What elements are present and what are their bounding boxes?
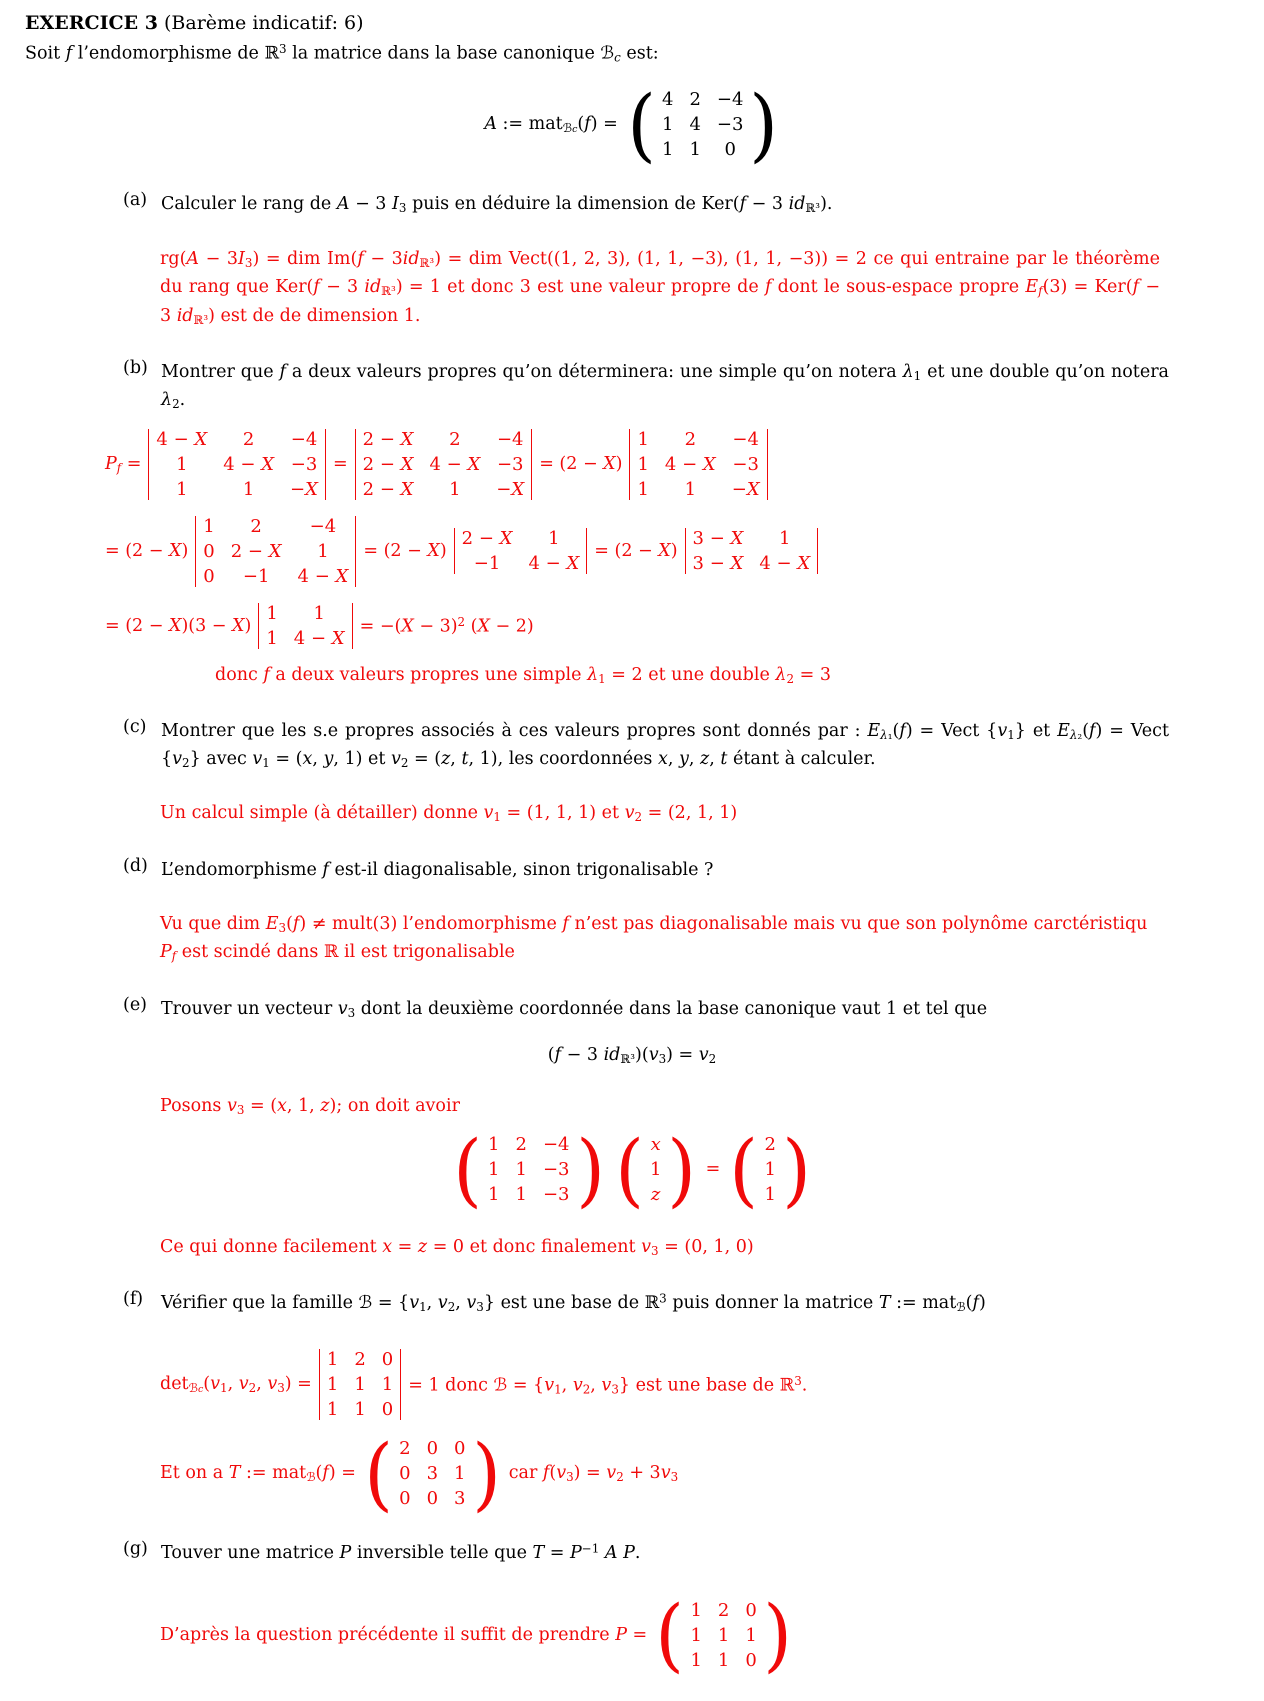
matrix-grid xyxy=(455,526,587,576)
matrix-grid xyxy=(686,526,818,576)
matrix-cell: 2 xyxy=(717,1599,730,1621)
determinant-4 xyxy=(195,514,356,589)
matrix-cell: 3 xyxy=(454,1488,466,1510)
matrix-cell: 1 xyxy=(266,602,278,624)
matrix-cell: −3 xyxy=(542,1183,570,1205)
item-a-question: Calculer le rang de A − 3 $I_3$ puis en déduire la dimension de Ker(f − 3 $id_{ℝ^3}$). xyxy=(161,194,833,216)
exercise-title xyxy=(25,12,1239,34)
pf-line-1 xyxy=(105,427,1239,502)
item-g-question: Touver une matrice P inversible telle que $T = P^{-1}$ A P. xyxy=(161,1541,641,1564)
matrix-A-lhs: A := mat$_{ℬc}$(f) = xyxy=(484,114,618,136)
matrix-P xyxy=(654,1588,793,1682)
pf-lhs: $P_f$ = xyxy=(105,453,142,475)
item-c-answer: Un calcul simple (à détailler) donne $v_1 = (1$, 1, 1) et $v_2 = (2$, 1, 1) xyxy=(160,803,738,825)
right-paren: ) xyxy=(575,1122,605,1216)
right-paren: ) xyxy=(667,1122,697,1216)
T-lhs: Et on a T := mat$_ℬ$(f) = xyxy=(160,1463,356,1485)
matrix-cell: 3 − X xyxy=(692,553,744,575)
item-f-det-line xyxy=(160,1347,1239,1422)
item-b-label: (b) xyxy=(123,357,148,378)
T-rhs: car $f(v_3) = v_2 + 3v_3$ xyxy=(508,1463,679,1485)
matrix-grid xyxy=(630,427,766,502)
matrix-cell: 2 − X xyxy=(461,528,513,550)
det-rhs: = 1 donc ℬ = {$v_1$, $v_2$, $v_3$} est une base de ℝ$^3$. xyxy=(408,1373,808,1396)
left-paren: ( xyxy=(729,1122,759,1216)
matrix-cell: 2 xyxy=(515,1133,527,1155)
matrix-cell: 1 xyxy=(764,1158,776,1180)
exercise-title-rest: (Barème indicatif: 6) xyxy=(157,12,364,34)
pf-result: = $-(X - 3)^2$ (X − 2) xyxy=(359,614,534,637)
matrix-cell: 1 xyxy=(381,1374,394,1396)
exercise-title-bold: EXERCICE 3 xyxy=(25,12,158,34)
matrix-cell: 1 xyxy=(515,1158,527,1180)
matrix-grid xyxy=(320,1347,400,1422)
item-f xyxy=(123,1289,1239,1317)
matrix-cell: 2 − X xyxy=(362,453,414,475)
matrix-cell: 4 − X xyxy=(664,453,716,475)
matrix-cell: −1 xyxy=(242,565,270,587)
matrix-cell: 1 xyxy=(488,1183,500,1205)
matrix-grid xyxy=(394,1436,470,1511)
item-e-matrix-equation xyxy=(25,1122,1239,1216)
matrix-cell: −4 xyxy=(732,428,759,450)
matrix-cell: 1 xyxy=(637,478,649,500)
determinant-2 xyxy=(355,427,533,502)
item-a-label: (a) xyxy=(123,190,148,211)
matrix-A-equation xyxy=(25,78,1239,172)
matrix-T xyxy=(363,1427,502,1520)
matrix-cell: 4 − X xyxy=(528,553,580,575)
matrix-cell: 4 − X xyxy=(297,565,349,587)
matrix-cell: 1 xyxy=(203,515,215,537)
matrix-cell: −3 xyxy=(542,1158,570,1180)
matrix-cell: 1 xyxy=(662,139,674,161)
item-f-question: Vérifier que la famille ℬ = {$v_1$, $v_2$, $v_3$} est une base de ℝ$^3$ puis donner la matrice T := mat$_ℬ$(f) xyxy=(161,1291,986,1314)
equals-sign: = xyxy=(705,1159,721,1180)
matrix-cell: 1 xyxy=(637,428,649,450)
matrix-cell: 1 xyxy=(176,478,188,500)
left-paren: ( xyxy=(453,1122,482,1216)
matrix-cell: 0 xyxy=(454,1438,466,1460)
matrix-cell: 2 xyxy=(689,89,701,111)
matrix-cell: 1 xyxy=(637,453,649,475)
matrix-cell: 0 xyxy=(745,1649,757,1671)
item-d xyxy=(123,856,1239,884)
matrix-grid xyxy=(259,601,351,651)
matrix-cell: 1 xyxy=(449,478,461,500)
matrix-cell: 4 − X xyxy=(759,553,811,575)
factor-2-minus-X: = (2 − X) xyxy=(539,454,623,475)
matrix-A xyxy=(626,78,780,172)
item-d-question: L’endomorphisme f est-il diagonalisable, sinon trigonalisable ? xyxy=(161,859,714,880)
matrix-cell: −4 xyxy=(716,89,744,111)
matrix-cell: 3 − X xyxy=(692,528,744,550)
determinant-1 xyxy=(148,427,326,502)
item-c xyxy=(123,717,1239,774)
matrix-cell: 1 xyxy=(717,1649,730,1671)
determinant-6 xyxy=(685,526,819,576)
determinant-7 xyxy=(258,601,352,651)
matrix-cell: 1 xyxy=(764,1183,776,1205)
matrix-grid xyxy=(149,427,325,502)
pf-line-3 xyxy=(105,601,1239,651)
right-paren: ) xyxy=(471,1427,501,1520)
matrix-cell: −X xyxy=(496,478,525,500)
det-bar xyxy=(586,528,587,574)
matrix-cell: z xyxy=(650,1183,661,1205)
determinant-basis xyxy=(319,1347,401,1422)
det-bar xyxy=(400,1349,401,1420)
matrix-cell: 0 xyxy=(381,1399,394,1421)
left-paren: ( xyxy=(614,1122,644,1216)
left-paren: ( xyxy=(627,78,656,172)
column-vector-rhs xyxy=(728,1122,812,1216)
matrix-M xyxy=(452,1122,606,1216)
item-e-label: (e) xyxy=(123,994,148,1015)
item-c-question: Montrer que les s.e propres associés à ces valeurs propres sont donnés par : $E_{\lambda_1}(f)$ = Vect $\{v_1\}$ et $E_{\lambda_2}(f)$ = Vect $\{v_2\}$ avec $v_1 = (x$, y, 1) et $v_2 = (z$, t, 1), les coordonnées x, y, z, t étant à calculer. xyxy=(161,720,1169,770)
matrix-grid xyxy=(356,427,532,502)
matrix-cell: 1 xyxy=(354,1399,366,1421)
matrix-cell: −3 xyxy=(732,453,759,475)
matrix-cell: −1 xyxy=(473,553,501,575)
matrix-cell: 1 xyxy=(326,1349,339,1371)
matrix-cell: 1 xyxy=(313,602,325,624)
matrix-cell: 0 xyxy=(399,1463,411,1485)
matrix-cell: 0 xyxy=(426,1488,439,1510)
item-g-answer xyxy=(160,1588,1239,1682)
item-b xyxy=(123,358,1239,415)
matrix-cell: 2 xyxy=(399,1438,411,1460)
matrix-cell: 4 xyxy=(689,114,701,136)
item-c-label: (c) xyxy=(123,716,147,737)
det-lhs: $\det_{ℬc}(v_1$, $v_2$, $v_3$) = xyxy=(160,1374,312,1396)
matrix-cell: 2 xyxy=(242,428,255,450)
matrix-cell: 2 xyxy=(250,515,262,537)
matrix-cell: 1 xyxy=(690,1599,702,1621)
item-d-answer: Vu que dim $E_3(f)$ ≠ mult(3) l’endomorphisme f n’est pas diagonalisable mais vu que son polynôme carctéristiqu $P_f$ est scindé dans ℝ il est trigonalisable xyxy=(160,913,1148,964)
column-vector-x1z xyxy=(614,1122,698,1216)
intro-text: Soit f l’endomorphisme de ℝ$^3$ la matrice dans la base canonique ℬ$_c$ est: xyxy=(25,42,659,65)
matrix-cell: 0 xyxy=(381,1349,394,1371)
matrix-cell: 1 xyxy=(176,453,188,475)
matrix-grid xyxy=(645,1132,666,1207)
matrix-cell: 2 xyxy=(354,1349,366,1371)
matrix-cell: 1 xyxy=(326,1374,339,1396)
matrix-cell: 1 xyxy=(326,1399,339,1421)
item-e-question: Trouver un vecteur $v_3$ dont la deuxième coordonnée dans la base canonique vaut 1 et tel que xyxy=(161,998,988,1020)
item-e-equation: (f − 3 $id_{ℝ^3})(v_3) = v_2$ xyxy=(547,1044,717,1066)
item-d-label: (d) xyxy=(123,855,148,876)
item-b-answer-derivation xyxy=(105,427,1239,689)
item-b-question: Montrer que f a deux valeurs propres qu’on déterminera: une simple qu’on notera $\lambda_1$ et une double qu’on notera $\lambda_2$. xyxy=(161,361,1169,412)
matrix-cell: 2 − X xyxy=(230,540,282,562)
det-bar xyxy=(355,516,356,587)
matrix-cell: 4 − X xyxy=(293,627,345,649)
pf-line-2 xyxy=(105,514,1239,589)
matrix-cell: 1 xyxy=(649,1158,662,1180)
matrix-cell: 0 xyxy=(203,565,215,587)
item-f-T-line xyxy=(160,1427,1239,1520)
matrix-cell: 0 xyxy=(399,1488,411,1510)
matrix-cell: −3 xyxy=(290,453,318,475)
matrix-cell: 2 − X xyxy=(362,478,414,500)
matrix-grid xyxy=(483,1132,574,1207)
matrix-cell: 3 xyxy=(426,1463,439,1485)
factor-2-minus-X: = (2 − X) xyxy=(105,541,189,562)
matrix-cell: 0 xyxy=(426,1438,439,1460)
matrix-cell: 1 xyxy=(662,114,674,136)
matrix-cell: 1 xyxy=(684,478,697,500)
right-paren: ) xyxy=(763,1588,792,1682)
item-g-label: (g) xyxy=(123,1539,148,1560)
matrix-grid xyxy=(196,514,355,589)
matrix-cell: 1 xyxy=(779,528,791,550)
matrix-cell: 1 xyxy=(354,1374,366,1396)
matrix-cell: 1 xyxy=(266,627,278,649)
right-paren: ) xyxy=(749,78,779,172)
item-g xyxy=(123,1539,1239,1567)
item-e-conclusion: Ce qui donne facilement x = z = 0 et donc finalement $v_3 = (0$, 1, 0) xyxy=(160,1236,754,1258)
matrix-cell: 4 − X xyxy=(429,453,481,475)
matrix-cell: −4 xyxy=(496,428,524,450)
matrix-cell: 1 xyxy=(515,1183,527,1205)
matrix-cell: −3 xyxy=(496,453,524,475)
determinant-3 xyxy=(629,427,767,502)
matrix-cell: 1 xyxy=(242,478,255,500)
matrix-cell: 1 xyxy=(690,1649,702,1671)
matrix-cell: 1 xyxy=(548,528,560,550)
matrix-cell: −X xyxy=(290,478,318,500)
matrix-cell: 0 xyxy=(724,139,736,161)
matrix-cell: 4 xyxy=(662,89,674,111)
matrix-cell: 1 xyxy=(690,1624,702,1646)
matrix-cell: 2 xyxy=(684,428,697,450)
matrix-grid xyxy=(685,1598,761,1673)
factor-2-minus-X: = (2 − X) xyxy=(363,541,447,562)
item-e xyxy=(123,995,1239,1023)
matrix-grid xyxy=(657,87,748,162)
matrix-cell: 1 xyxy=(488,1133,500,1155)
determinant-5 xyxy=(454,526,588,576)
matrix-grid xyxy=(760,1132,781,1207)
det-bar xyxy=(767,429,768,500)
left-paren: ( xyxy=(655,1588,685,1682)
factor-product: = (2 − X)(3 − X) xyxy=(105,615,252,636)
matrix-cell: 1 xyxy=(745,1624,757,1646)
det-bar xyxy=(325,429,326,500)
matrix-cell: −4 xyxy=(542,1133,570,1155)
det-bar xyxy=(352,603,353,649)
matrix-cell: −4 xyxy=(290,428,318,450)
item-f-label: (f) xyxy=(123,1288,144,1309)
matrix-cell: 2 xyxy=(764,1133,776,1155)
matrix-cell: 2 xyxy=(449,428,461,450)
matrix-cell: −X xyxy=(731,478,760,500)
matrix-cell: 1 xyxy=(488,1158,500,1180)
left-paren: ( xyxy=(364,1427,393,1520)
matrix-cell: −4 xyxy=(309,515,337,537)
factor-2-minus-X: = (2 − X) xyxy=(594,541,678,562)
matrix-cell: x xyxy=(650,1133,661,1155)
item-a-answer: $rg(A - 3I_3)$ = dim $Im(f - 3id_{ℝ^3})$ = dim Vect((1, 2, 3), (1, 1, −3), (1, 1, −3)) = 2 ce qui entraine par le théorème du rang que Ker(f − 3 $id_{ℝ^3}) = 1$ et donc 3 est une valeur propre de f dont le sous-espace propre $E_f(3) = Ker(f - 3$ $id_{ℝ^3}$) est de de dimension 1. xyxy=(160,248,1160,327)
matrix-cell: 2 − X xyxy=(362,428,414,450)
matrix-cell: 4 − X xyxy=(156,428,208,450)
det-bar xyxy=(531,429,532,500)
matrix-cell: 0 xyxy=(745,1599,757,1621)
matrix-cell: 1 xyxy=(317,540,329,562)
matrix-cell: 1 xyxy=(689,139,701,161)
det-bar xyxy=(817,528,818,574)
equals-sign: = xyxy=(332,454,348,475)
matrix-cell: 1 xyxy=(717,1624,730,1646)
right-paren: ) xyxy=(782,1122,811,1216)
item-b-conclusion: donc f a deux valeurs propres une simple $\lambda_1 = 2$ et une double $\lambda_2 = 3$ xyxy=(215,664,831,686)
item-a xyxy=(123,190,1239,218)
matrix-cell: 1 xyxy=(454,1463,466,1485)
P-lhs: D’après la question précédente il suffit de prendre P = xyxy=(160,1625,648,1646)
matrix-cell: 0 xyxy=(203,540,215,562)
item-e-posons: Posons $v_3 = (x$, 1, z); on doit avoir xyxy=(160,1095,460,1117)
matrix-cell: 4 − X xyxy=(223,453,275,475)
matrix-cell: −3 xyxy=(716,114,744,136)
